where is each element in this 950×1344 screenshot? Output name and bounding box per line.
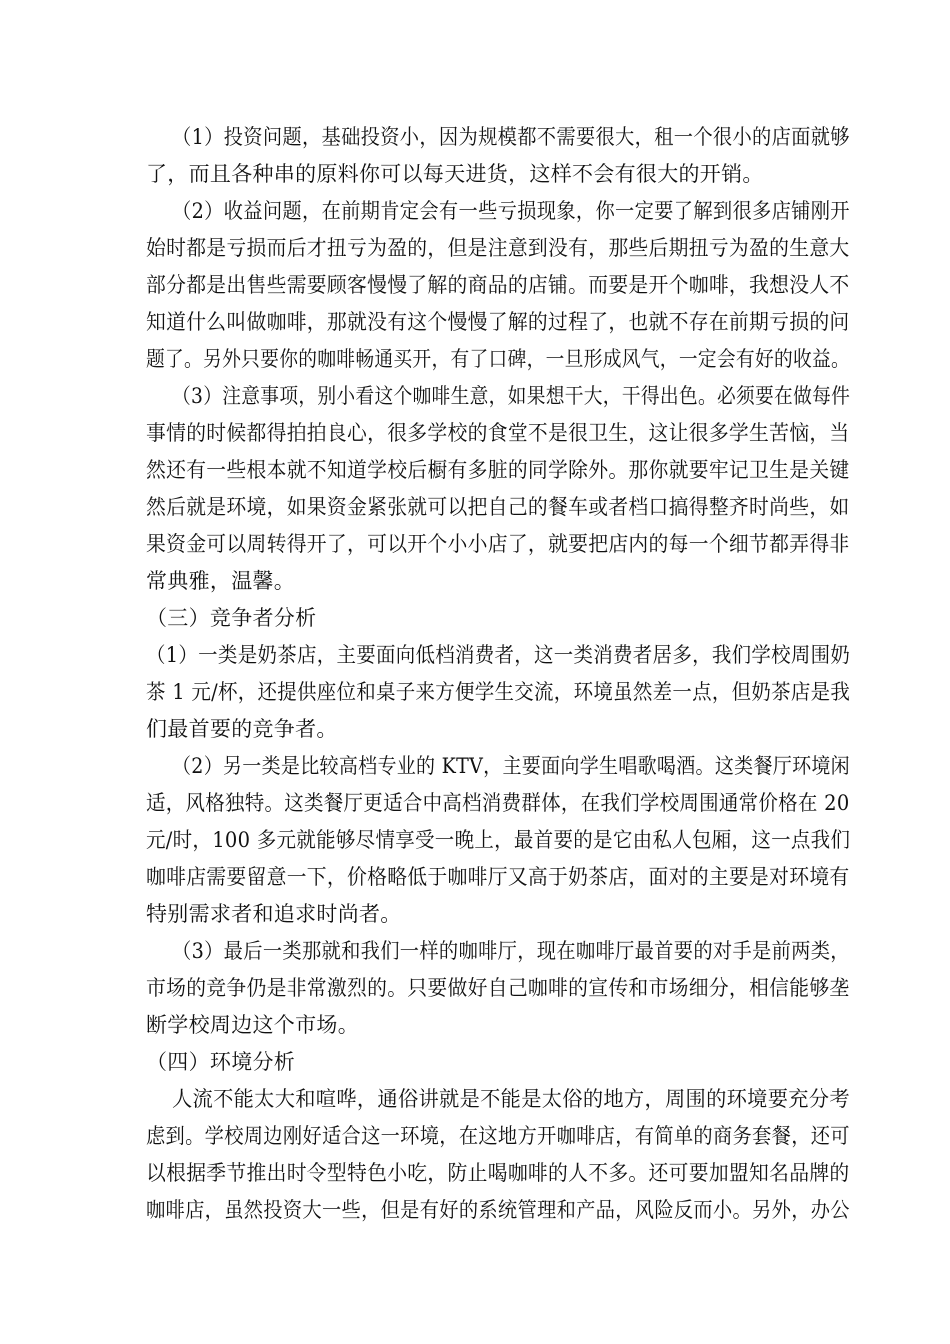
text-line: 们最首要的竞争者。: [146, 717, 338, 741]
text-line: 人流不能太大和喧哗，通俗讲就是不能是太俗的地方，周围的环境要充分考: [172, 1087, 850, 1111]
section-heading: （三）竞争者分析: [146, 606, 317, 630]
text-line: 断学校周边这个市场。: [146, 1013, 359, 1037]
text-line: （2）收益问题，在前期肯定会有一些亏损现象，你一定要了解到很多店铺刚开: [172, 199, 850, 223]
text-line: 常典雅，温馨。: [146, 569, 296, 593]
text-line: 适，风格独特。这类餐厅更适合中高档消费群体，在我们学校周围通常价格在 20: [146, 791, 850, 815]
section-heading: （四）环境分析: [146, 1050, 296, 1074]
text-line: （1）投资问题，基础投资小，因为规模都不需要很大，租一个很小的店面就够: [172, 125, 850, 149]
text-line: 以根据季节推出时令型特色小吃，防止喝咖啡的人不多。还可要加盟知名品牌的: [146, 1161, 850, 1185]
text-line: 咖啡店需要留意一下，价格略低于咖啡厅又高于奶茶店，面对的主要是对环境有: [146, 865, 850, 889]
text-line: （1）一类是奶茶店，主要面向低档消费者，这一类消费者居多，我们学校周围奶: [146, 643, 851, 667]
text-line: 市场的竞争仍是非常激烈的。只要做好自己咖啡的宣传和市场细分，相信能够垄: [146, 976, 850, 1000]
text-line: 然还有一些根本就不知道学校后橱有多脏的同学除外。那你就要牢记卫生是关键: [146, 458, 850, 482]
text-line: （3）注意事项，别小看这个咖啡生意，如果想干大，干得出色。必须要在做每件: [172, 384, 851, 408]
text-line: （3）最后一类那就和我们一样的咖啡厅，现在咖啡厅最首要的对手是前两类，: [172, 939, 850, 963]
text-line: 了，而且各种串的原料你可以每天进货，这样不会有很大的开销。: [146, 162, 764, 186]
text-line: 元/时，100 多元就能够尽情享受一晚上，最首要的是它由私人包厢，这一点我们: [146, 828, 851, 852]
text-line: （2）另一类是比较高档专业的 KTV，主要面向学生唱歌喝酒。这类餐厅环境闲: [172, 754, 850, 778]
text-line: 始时都是亏损而后才扭亏为盈的，但是注意到没有，那些后期扭亏为盈的生意大: [146, 236, 850, 260]
text-line: 知道什么叫做咖啡，那就没有这个慢慢了解的过程了，也就不存在前期亏损的问: [146, 310, 850, 334]
text-line: 特别需求者和追求时尚者。: [146, 902, 402, 926]
text-line: 咖啡店，虽然投资大一些，但是有好的系统管理和产品，风险反而小。另外，办公: [146, 1198, 850, 1222]
text-line: 虑到。学校周边刚好适合这一环境，在这地方开咖啡店，有简单的商务套餐，还可: [146, 1124, 850, 1148]
text-line: 部分都是出售些需要顾客慢慢了解的商品的店铺。而要是开个咖啡，我想没人不: [146, 273, 850, 297]
text-line: 题了。另外只要你的咖啡畅通买开，有了口碑，一旦形成风气，一定会有好的收益。: [146, 347, 851, 371]
text-line: 茶 1 元/杯，还提供座位和桌子来方便学生交流，环境虽然差一点，但奶茶店是我: [146, 680, 851, 704]
text-line: 然后就是环境，如果资金紧张就可以把自己的餐车或者档口搞得整齐时尚些，如: [146, 495, 850, 519]
text-line: 果资金可以周转得开了，可以开个小小店了，就要把店内的每一个细节都弄得非: [146, 532, 850, 556]
text-line: 事情的时候都得拍拍良心，很多学校的食堂不是很卫生，这让很多学生苦恼，当: [146, 421, 850, 445]
